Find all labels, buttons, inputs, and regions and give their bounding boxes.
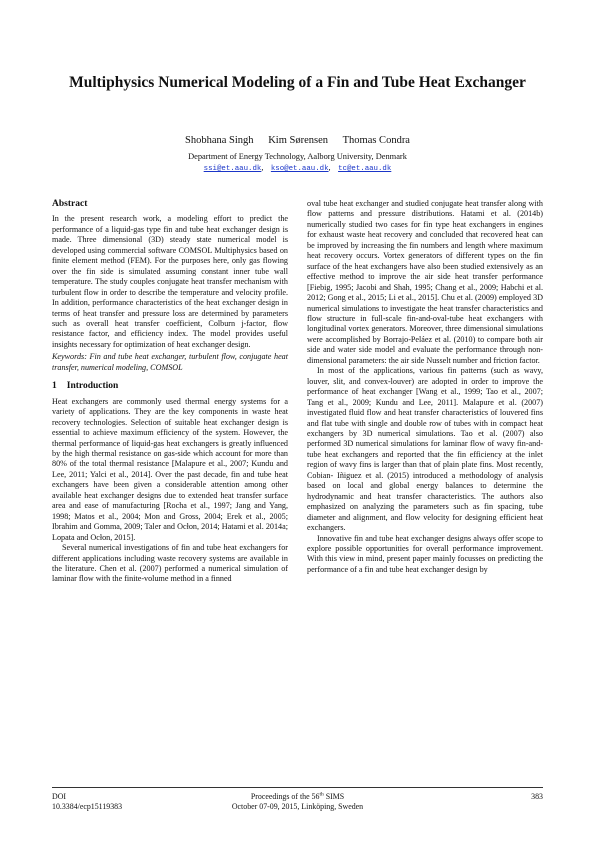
proceedings-text: Proceedings of the 56: [250, 792, 320, 801]
page-number: 383: [531, 792, 543, 801]
intro-paragraph: Heat exchangers are commonly used thermal energy systems for a variety of applications. They are the key components in waste heat recovery technologies. Selection of suitable heat exchanger design is essential to achieve maximum efficiency of the system. However, the thermal performance of liquid-gas heat exchangers is greatly influenced by the high thermal resistance on gas-side which account for more than 80% of the total thermal resistance [Malapure et al., 2007; Kundu and Lee, 2011; Yalci et al., 2014]. Over the past decade, fin and tube heat exchangers have been given a considerable attention among other available heat exchanger designs due to extended heat transfer surface area and ease of manufacturing [Rocha et al., 1997; Jang and Yang, 1998; Matos et al., 2004; Mon and Gross, 2004; Erek et al., 2005; Ibrahim and Gomma, 2009; Taler and Ocłon, 2014; Hatami et al. 2014a; Lopata and Ocłon, 2015].: [52, 396, 288, 542]
email-link[interactable]: tc@et.aau.dk: [338, 165, 392, 173]
author-name: Thomas Condra: [342, 135, 410, 146]
conference-dates: October 07-09, 2015, Linköping, Sweden: [231, 802, 364, 811]
right-column: [307, 199, 543, 575]
section-heading-introduction: [52, 381, 288, 391]
affiliation-block: [60, 151, 535, 175]
left-column: [52, 199, 288, 585]
proceedings-superscript: th: [319, 791, 324, 798]
section-title: Introduction: [66, 381, 119, 392]
email-list: ssi@et.aau.dk, kso@et.aau.dk, tc@et.aau.dk: [203, 163, 392, 173]
body-paragraph: Innovative fin and tube heat exchanger designs always offer scope to explore possible opportunities for overall performance improvement. With this view in mind, present paper mainly focusses on predicting the performance of a fin and tube heat exchanger design by: [307, 533, 543, 574]
footer-proceedings: [52, 792, 543, 812]
proceedings-line: [52, 792, 543, 802]
body-paragraph: oval tube heat exchanger and studied conjugate heat transfer along with flow patterns and pressure distributions. Hatami et al. (2014b) numerically studied two cases for fin type heat exchangers in engines for exhaust waste heat recovery and concluded that recovered heat can be improved by increasing the fin numbers and length where maximum heat recovery occurs. Vortex generators of different types on the fin surface of the heat exchangers have also been studied extensively as an effective method to improve the air side heat transfer performance [Fiebig, 1995; Jacobi and Shah, 1995; Chang et al., 2009; Habchi et al. 2012; Gong et al., 2015; Li et al., 2015]. Chu et al. (2009) employed 3D numerical simulations to investigate the heat transfer characteristics and flow structure in full-scale fin-and-oval-tube heat exchangers with longitudinal vortex generators. Moreover, three dimensional simulations were accomplished by Borrajo-Peláez et al. (2010) to compare both air side and water side model and evaluate the performance through non-dimensional parameters: the air side Nusselt number and friction factor.: [307, 199, 543, 365]
proceedings-text: SIMS: [323, 792, 345, 801]
email-link[interactable]: kso@et.aau.dk: [270, 165, 329, 173]
section-number: 1: [52, 381, 57, 392]
doi-value: 10.3384/ecp15119383: [52, 802, 123, 811]
page-footer: [52, 787, 543, 820]
author-list: [60, 135, 535, 146]
author-name: Shobhana Singh: [185, 135, 254, 146]
affiliation: Department of Energy Technology, Aalborg University, Denmark: [188, 152, 407, 161]
keywords: Keywords: Fin and tube heat exchanger, turbulent flow, conjugate heat transfer, numerical modeling, COMSOL: [52, 352, 288, 372]
paper-title: Multiphysics Numerical Modeling of a Fin and Tube Heat Exchanger: [69, 74, 526, 91]
abstract-text: In the present research work, a modeling effort to predict the performance of a liquid-gas type fin and tube heat exchanger design is made. Three dimensional (3D) steady state numerical model is developed using commercial software COMSOL Multiphysics based on finite element method (FEM). For the purposes here, only gas flowing over the fin side is simulated assuming constant inner tube wall temperature. The study couples conjugate heat transfer mechanism with turbulent flow in order to describe the temperature and velocity profile. In addition, performance characteristics of the heat exchanger design in terms of heat transfer and pressure loss are determined by parameters such as overall heat transfer coefficient, Colburn j-factor, flow resistance factor, and efficiency index. The model provides useful insights necessary for optimization of heat exchanger design.: [52, 214, 288, 349]
body-paragraph: In most of the applications, various fin patterns (such as wavy, louver, slit, and convex-louver) are adopted in order to improve the performance of heat exchanger [Wang et al., 1999; Tao et al., 2007; Tang et al., 2009; Kundu and Lee, 2011]. Malapure et al. (2007) investigated fluid flow and heat transfer characteristics of louvered fins and flat tube with single and double row of tubes with in compact heat exchangers by 3D numerical simulations. Tao et al. (2007) also performed 3D numerical simulations for laminar flow of wavy fin-and-tube heat exchangers and reported that the fin efficiency at the inlet region of wavy fins is larger than that of plain plate fins. Most recently, Cobian- Iñiguez et al. (2015) introduced a methodology of analysis based on local and global energy balances to determine the hydrodynamic and heat transfer characteristics. The authors also emphasized on analyzing the parameters such as fin spacing, tube diameter and alignment, and flow velocity for designing efficient heat exchangers.: [307, 366, 543, 533]
author-name: Kim Sørensen: [268, 135, 328, 146]
abstract-heading: Abstract: [52, 199, 88, 209]
intro-paragraph: Several numerical investigations of fin and tube heat exchangers for different applications including waste recovery systems are available in the literature. Chen et al. (2007) performed a numerical simulation of laminar flow with the finite-volume method in a finned: [52, 543, 288, 584]
email-link[interactable]: ssi@et.aau.dk: [203, 165, 262, 173]
doi-label: DOI: [52, 792, 67, 801]
